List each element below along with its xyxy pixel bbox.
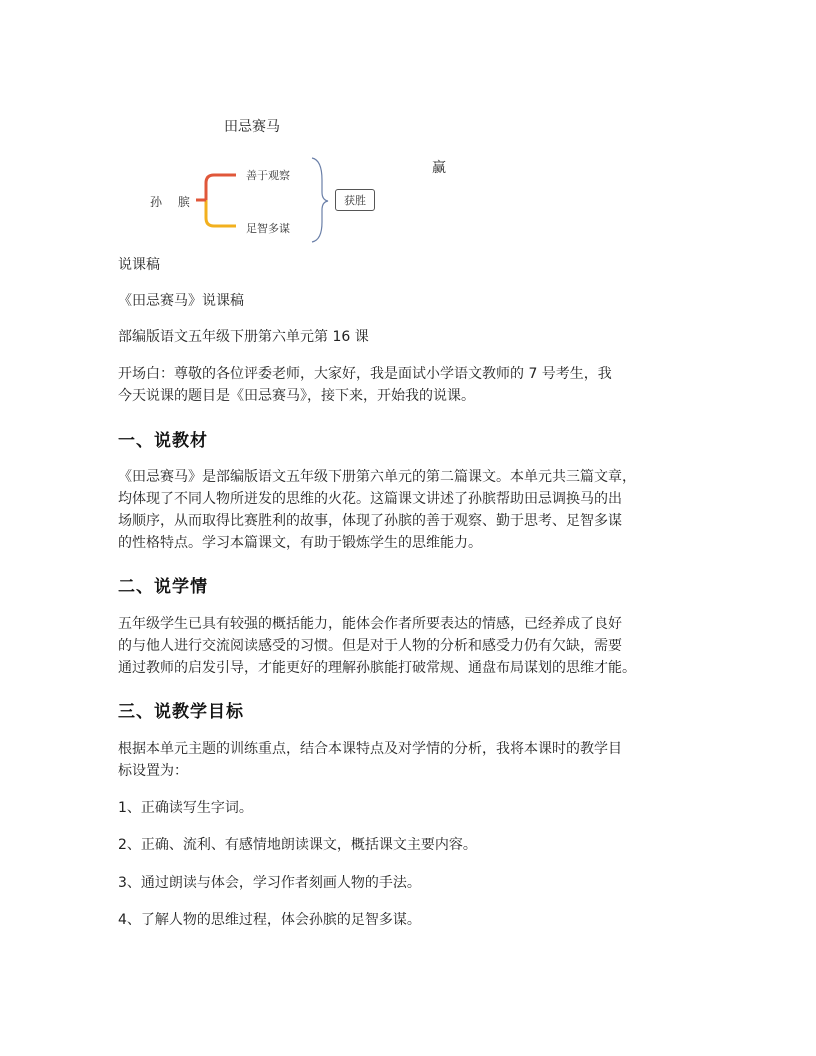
mind-map-connectors (0, 0, 816, 260)
diagram-title: 田忌赛马 (224, 119, 280, 135)
diagram-trait-wisdom: 足智多谋 (246, 222, 290, 235)
goal-item: 2、正确、流利、有感情地朗读课文，概括课文主要内容。 (118, 837, 477, 853)
diagram-person: 孙 膑 (150, 195, 196, 209)
lesson-title: 《田忌赛马》说课稿 (118, 293, 244, 309)
paragraph-line: 五年级学生已具有较强的概括能力，能体会作者所要表达的情感，已经养成了良好 (118, 616, 622, 632)
paragraph-line: 标设置为： (118, 763, 188, 779)
diagram-trait-observe: 善于观察 (246, 169, 290, 182)
opening-line: 开场白：尊敬的各位评委老师，大家好，我是面试小学语文教师的 7 号考生，我 (118, 366, 612, 382)
diagram-outcome-box: 获胜 (335, 189, 375, 211)
goal-item: 4、了解人物的思维过程，体会孙膑的足智多谋。 (118, 912, 421, 928)
paragraph-line: 的与他人进行交流阅读感受的习惯。但是对于人物的分析和感受力仍有欠缺，需要 (118, 638, 622, 654)
goal-item: 1、正确读写生字词。 (118, 800, 253, 816)
paragraph-line: 通过教师的启发引导，才能更好的理解孙膑能打破常规、通盘布局谋划的思维才能。 (118, 660, 636, 676)
paragraph-line: 的性格特点。学习本篇课文，有助于锻炼学生的思维能力。 (118, 535, 482, 551)
bracket-bottom-line (206, 200, 236, 226)
bracket-top-line (206, 175, 236, 200)
paragraph-line: 《田忌赛马》是部编版语文五年级下册第六单元的第二篇课文。本单元共三篇文章， (118, 469, 636, 485)
goal-item: 3、通过朗读与体会，学习作者刻画人物的手法。 (118, 875, 421, 891)
paragraph-line: 均体现了不同人物所迸发的思维的火花。这篇课文讲述了孙膑帮助田忌调换马的出 (118, 491, 622, 507)
diagram-result: 赢 (432, 160, 446, 176)
section-heading-students: 二、说学情 (118, 577, 208, 597)
doc-label: 说课稿 (118, 257, 160, 273)
opening-line: 今天说课的题目是《田忌赛马》，接下来，开始我的说课。 (118, 388, 475, 404)
section-heading-goals: 三、说教学目标 (118, 702, 244, 722)
lesson-info: 部编版语文五年级下册第六单元第 16 课 (118, 329, 369, 345)
right-brace (312, 158, 328, 242)
paragraph-line: 根据本单元主题的训练重点，结合本课特点及对学情的分析，我将本课时的教学目 (118, 741, 622, 757)
section-heading-materials: 一、说教材 (118, 431, 208, 451)
paragraph-line: 场顺序，从而取得比赛胜利的故事，体现了孙膑的善于观察、勤于思考、足智多谋 (118, 513, 622, 529)
mind-map-diagram (0, 0, 816, 260)
